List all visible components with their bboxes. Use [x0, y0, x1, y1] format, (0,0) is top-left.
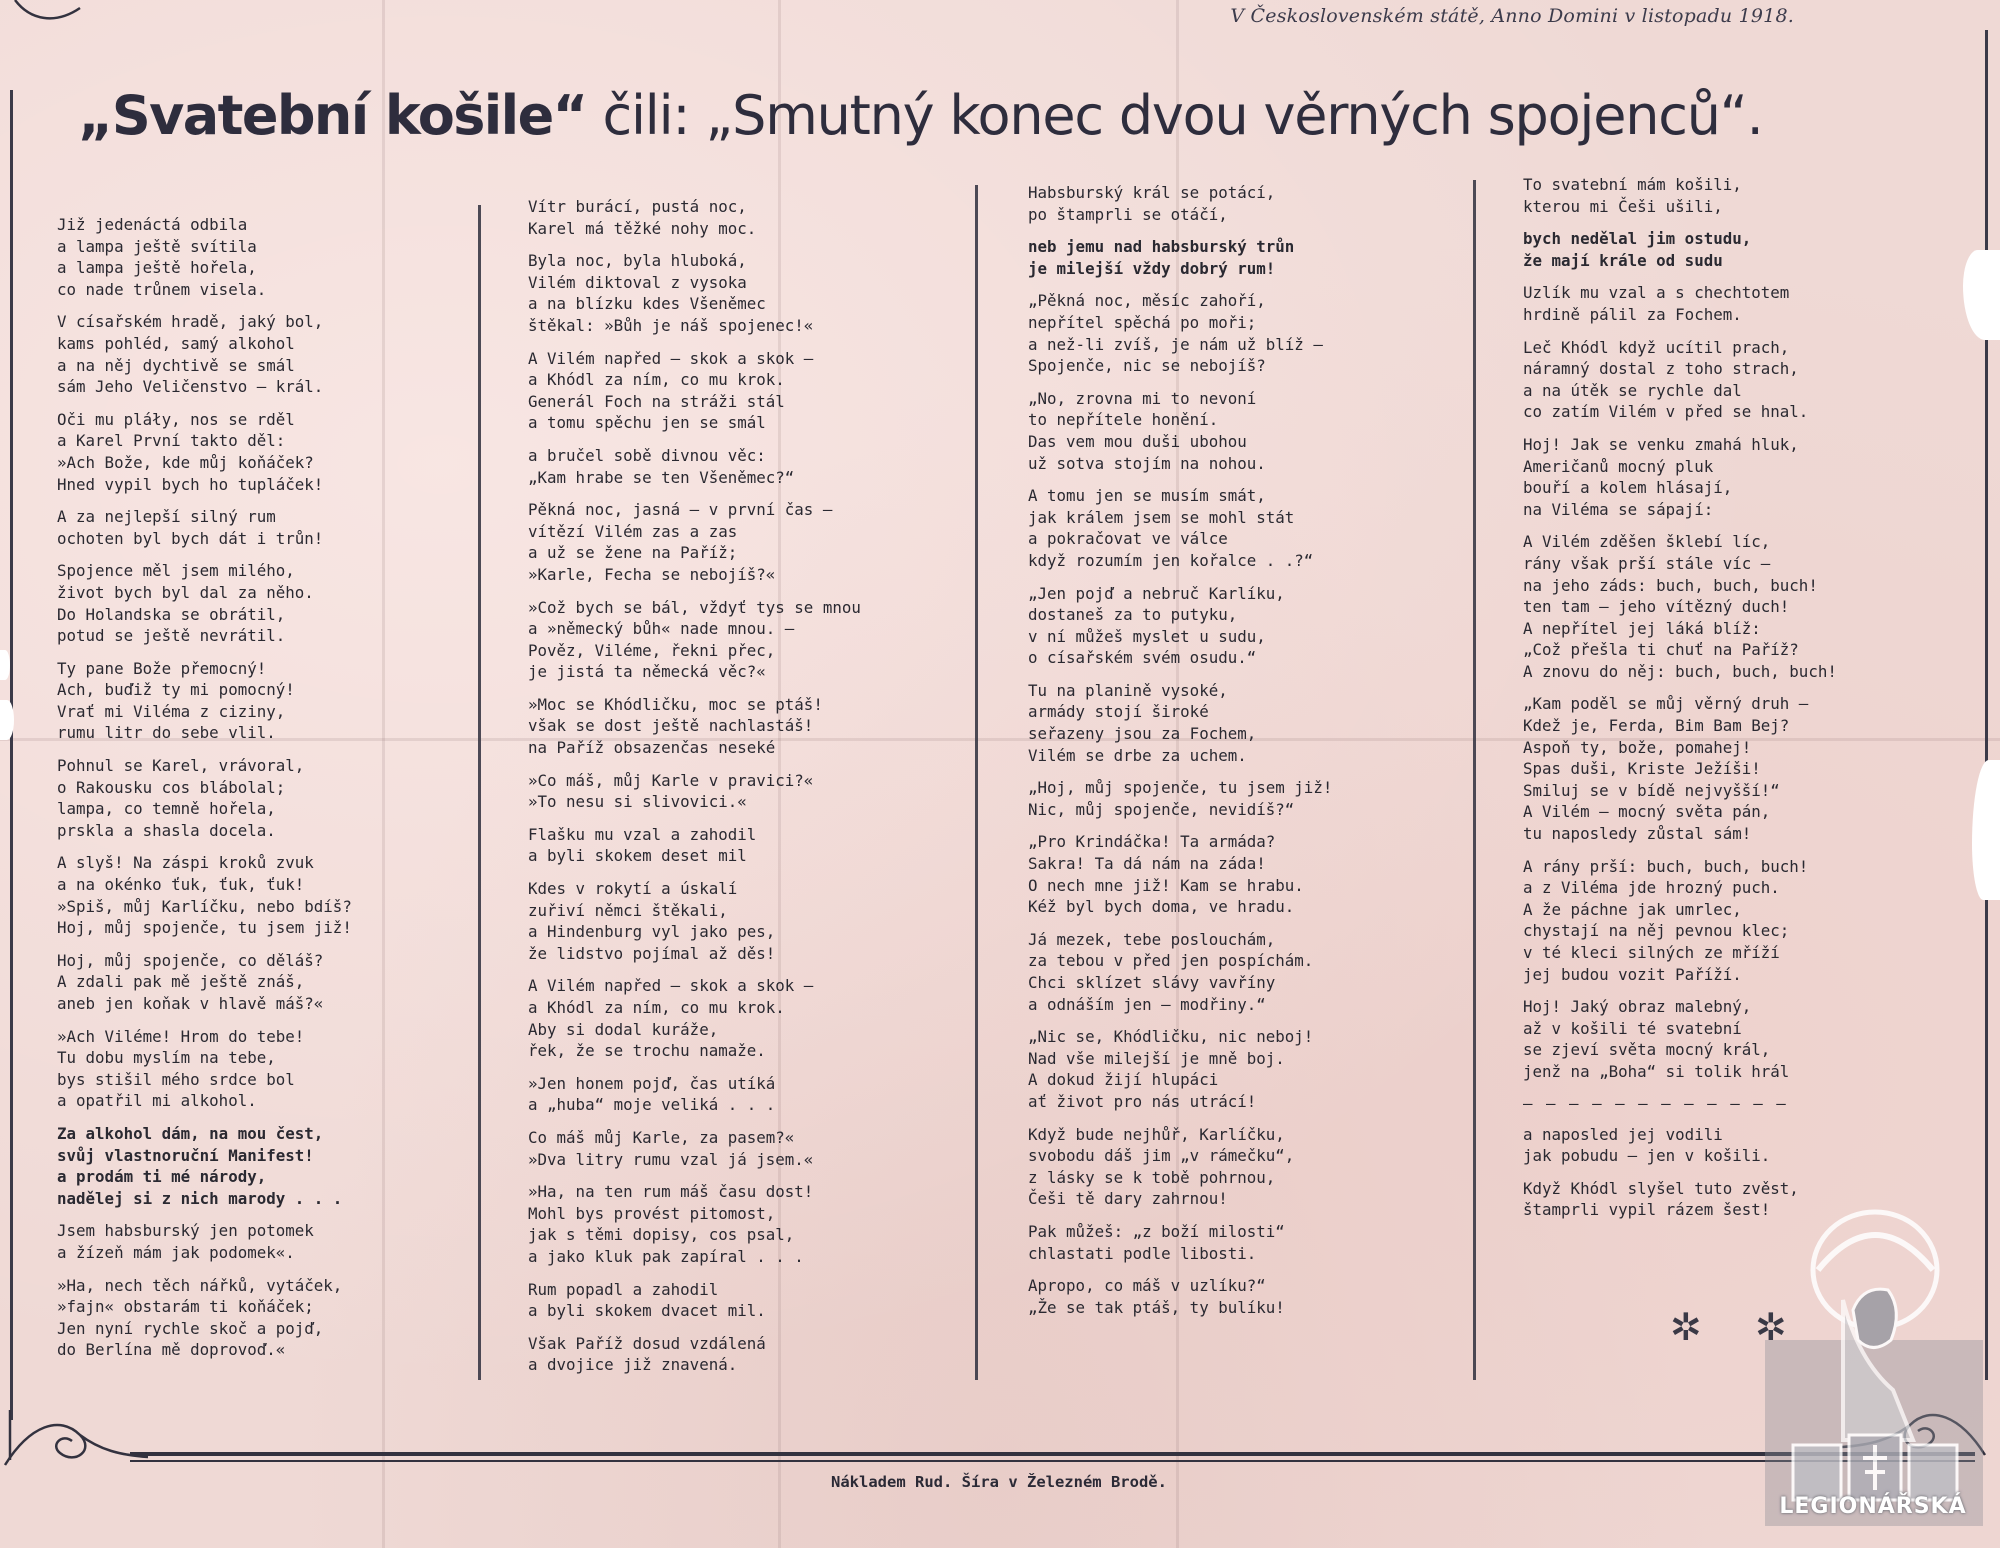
- verse-line: jej budou vozit Paříží.: [1523, 964, 1742, 984]
- verse-line: A tomu jen se musím smát,: [1028, 486, 1266, 506]
- stanza: [57, 214, 467, 300]
- verse-line: A rány prší: buch, buch, buch!: [1523, 856, 1809, 876]
- watermark-label: LEGIONÁŘSKÁ: [1779, 1494, 1967, 1519]
- verse-line: a Karel První takto děl:: [57, 431, 286, 451]
- verse-line: a z Viléma jde hrozný puch.: [1523, 878, 1780, 898]
- verse-line: „Což přešla ti chuť na Paříž?: [1523, 640, 1799, 660]
- verse-line: zuřiví němci štěkali,: [528, 900, 728, 920]
- stanza: [1028, 1026, 1448, 1112]
- verse-line: kams pohléd, samý alkohol: [57, 333, 295, 353]
- verse-line: jak s těmi dopisy, cos psal,: [528, 1225, 795, 1245]
- verse-line: a pokračovat ve válce: [1028, 529, 1228, 549]
- verse-line: seřazeny jsou za Fochem,: [1028, 724, 1257, 744]
- verse-line: »Což bych se bál, vždyť tys se mnou: [528, 597, 861, 617]
- verse-line: »Ha, nech těch nářků, vytáček,: [57, 1275, 343, 1295]
- verse-line: „No, zrovna mi to nevoní: [1028, 388, 1257, 408]
- verse-line: Když bude nejhůř, Karlíčku,: [1028, 1124, 1285, 1144]
- verse-line: „Pro Krindáčka! Ta armáda?: [1028, 832, 1276, 852]
- verse-line: Ach, buďiž ty mi pomocný!: [57, 680, 295, 700]
- column-divider: [478, 205, 481, 1380]
- verse-line: o Rakousku cos blábolal;: [57, 777, 286, 797]
- stanza: [1028, 236, 1448, 279]
- verse-line: Vilém diktoval z vysoka: [528, 272, 747, 292]
- verse-line: Za alkohol dám, na mou čest,: [57, 1123, 324, 1143]
- verse-line: potud se ještě nevrátil.: [57, 626, 286, 646]
- verse-line: a Khódl za ním, co mu krok.: [528, 370, 785, 390]
- poem-column-4: [1523, 174, 1943, 1232]
- stanza: [1028, 182, 1448, 225]
- publisher-text: Nákladem Rud. Šíra v Železném Brodě.: [831, 1473, 1167, 1491]
- verse-line: armády stojí široké: [1028, 702, 1209, 722]
- verse-line: řek, že se trochu namaže.: [528, 1041, 766, 1061]
- verse-line: svůj vlastnoruční Manifest!: [57, 1145, 314, 1165]
- verse-line: neb jemu nad habsburský trůn: [1028, 237, 1295, 257]
- verse-line: štamprli vypil rázem šest!: [1523, 1200, 1771, 1220]
- verse-line: Však Paříž dosud vzdálená: [528, 1333, 766, 1353]
- verse-line: Spojence měl jsem milého,: [57, 561, 295, 581]
- verse-line: A Vilém napřed — skok a skok —: [528, 976, 814, 996]
- verse-line: a bručel sobě divnou věc:: [528, 445, 766, 465]
- verse-line: a Khódl za ním, co mu krok.: [528, 998, 785, 1017]
- stanza: [57, 755, 467, 841]
- stanza: [57, 658, 467, 744]
- verse-line: »Dva litry rumu vzal já jsem.«: [528, 1149, 814, 1169]
- stanza: [528, 1127, 948, 1170]
- verse-line: jenž na „Boha“ si tolik hrál: [1523, 1061, 1790, 1081]
- bottom-rule-thin: [130, 1460, 1975, 1462]
- verse-line: Mohl bys provést pitomost,: [528, 1203, 776, 1223]
- verse-line: štěkal: »Bůh je náš spojenec!«: [528, 315, 814, 335]
- stanza: [1028, 680, 1448, 766]
- bottom-rule: [130, 1452, 1975, 1456]
- stanza: [1028, 929, 1448, 1015]
- stanza: [1523, 856, 1943, 986]
- verse-line: Byla noc, byla hluboká,: [528, 251, 747, 271]
- verse-line: život bych byl dal za něho.: [57, 582, 314, 602]
- verse-line: co nade trůnem visela.: [57, 279, 267, 299]
- verse-line: kterou mi Češi ušili,: [1523, 196, 1723, 216]
- verse-line: »Moc se Khódličku, moc se ptáš!: [528, 694, 823, 714]
- verse-line: na Paříž obsazenčas neseké: [528, 738, 776, 758]
- frame-right-border: [1985, 30, 1988, 1380]
- verse-line: Již jedenáctá odbila: [57, 215, 248, 234]
- verse-line: o císařském svém osudu.“: [1028, 648, 1257, 668]
- stanza: [57, 1026, 467, 1112]
- stanza: [528, 1181, 948, 1267]
- verse-line: se zjeví světa mocný král,: [1523, 1040, 1771, 1060]
- publisher-footer: [0, 1473, 2000, 1491]
- verse-line: rány však prší stále víc —: [1523, 553, 1771, 573]
- title-rest: „Smutný konec dvou věrných spojenců“.: [705, 84, 1763, 147]
- verse-line: a dvojice již znavená.: [528, 1355, 738, 1375]
- verse-line: po štamprli se otáčí,: [1028, 204, 1228, 224]
- stanza: [528, 770, 948, 813]
- verse-line: Chci sklízet slávy vavříny: [1028, 973, 1276, 992]
- verse-line: Jen nyní rychle skoč a pojď,: [57, 1318, 324, 1338]
- stanza: [1523, 531, 1943, 682]
- verse-line: A znovu do něj: buch, buch, buch!: [1523, 661, 1837, 681]
- verse-line: lampa, co temně hořela,: [57, 799, 276, 819]
- stanza: [57, 560, 467, 646]
- verse-line: Generál Foch na stráži stál: [528, 391, 785, 411]
- stanza: [57, 409, 467, 495]
- verse-line: „Že se tak ptáš, ty bulíku!: [1028, 1297, 1285, 1317]
- verse-line: a Hindenburg vyl jako pes,: [528, 922, 776, 942]
- verse-line: Nad vše milejší je mně boj.: [1028, 1048, 1285, 1068]
- verse-line: Kéž byl bych doma, ve hradu.: [1028, 897, 1295, 917]
- verse-line: Kdes v rokytí a úskalí: [528, 879, 738, 899]
- verse-line: a na blízku kdes Všeněmec: [528, 294, 766, 314]
- verse-line: hrdině pálil za Fochem.: [1523, 304, 1742, 324]
- stanza: [1028, 583, 1448, 669]
- stanza: [1028, 1124, 1448, 1210]
- verse-line: „Pěkná noc, měsíc zahoří,: [1028, 291, 1266, 311]
- stanza: [1523, 228, 1943, 271]
- stanza: [1028, 485, 1448, 571]
- column-divider: [975, 185, 978, 1380]
- verse-line: na jeho záds: buch, buch, buch!: [1523, 575, 1818, 595]
- verse-line: chlastati podle libosti.: [1028, 1243, 1257, 1263]
- stanza: [528, 196, 948, 239]
- verse-line: Já mezek, tebe poslouchám,: [1028, 929, 1276, 949]
- verse-line: a „huba“ moje veliká . . .: [528, 1095, 776, 1115]
- verse-line: tu naposledy zůstal sám!: [1523, 824, 1752, 844]
- stanza: [57, 311, 467, 397]
- verse-line: nepřítel spěchá po moři;: [1028, 312, 1257, 332]
- verse-line: Oči mu pláły, nos se rděl: [57, 409, 295, 429]
- stanza: [57, 1220, 467, 1263]
- stanza: [528, 1279, 948, 1322]
- verse-line: Spojenče, nic se nebojíš?: [1028, 356, 1266, 376]
- verse-line: „Kam hrabe se ten Všeněmec?“: [528, 467, 795, 487]
- verse-line: z lásky se k tobě pohrnou,: [1028, 1167, 1276, 1187]
- verse-line: ochoten byl bych dát i trůn!: [57, 528, 324, 548]
- verse-line: však se dost ještě nachlastáš!: [528, 716, 814, 736]
- verse-line: a žízeň mám jak podomek«.: [57, 1242, 295, 1262]
- poem-column-3: [1028, 182, 1448, 1329]
- verse-line: Co máš můj Karle, za pasem?«: [528, 1127, 795, 1147]
- verse-line: a lampa ještě hořela,: [57, 258, 257, 278]
- verse-line: jak králem jsem se mohl stát: [1028, 507, 1295, 527]
- verse-line: Pěkná noc, jasná — v první čas —: [528, 500, 833, 520]
- verse-line: je milejší vždy dobrý rum!: [1028, 258, 1276, 278]
- stanza: [528, 499, 948, 585]
- verse-line: Habsburský král se potácí,: [1028, 183, 1276, 202]
- verse-line: Hoj! Jaký obraz malebný,: [1523, 997, 1752, 1017]
- stanza: [57, 852, 467, 938]
- verse-line: Vítr burácí, pustá noc,: [528, 197, 747, 216]
- verse-line: Nic, můj spojenče, nevidíš?“: [1028, 799, 1295, 819]
- verse-line: a než-li zvíš, je nám už blíž —: [1028, 334, 1323, 354]
- verse-line: a naposled jej vodili: [1523, 1124, 1723, 1144]
- verse-line: Jsem habsburský jen potomek: [57, 1221, 314, 1241]
- verse-line: a byli skokem deset mil: [528, 846, 747, 866]
- verse-line: náramný dostal z toho strach,: [1523, 359, 1799, 379]
- verse-line: Smiluj se v bídě nejvyšší!“: [1523, 780, 1780, 800]
- verse-line: Američanů mocný pluk: [1523, 456, 1714, 476]
- verse-line: co zatím Vilém v před se hnal.: [1523, 402, 1809, 422]
- verse-line: že lidstvo pojímal až děs!: [528, 943, 776, 963]
- stanza: [528, 975, 948, 1061]
- verse-line: chystají na něj pevnou klec;: [1523, 921, 1790, 941]
- stanza: [1523, 282, 1943, 325]
- verse-line: Uzlík mu vzal a s chechtotem: [1523, 283, 1790, 303]
- poem-column-2: [528, 196, 948, 1387]
- verse-line: »fajn« obstarám ti koňáček;: [57, 1297, 314, 1317]
- verse-line: ten tam — jeho vítězný duch!: [1523, 597, 1790, 617]
- stanza: [1028, 777, 1448, 820]
- stanza: [528, 1333, 948, 1376]
- verse-line: Češi tě dary zahrnou!: [1028, 1189, 1228, 1209]
- stanza: [528, 597, 948, 683]
- verse-line: A slyš! Na záspi kroků zvuk: [57, 853, 314, 873]
- verse-line: Vrať mi Viléma z ciziny,: [57, 701, 286, 721]
- verse-line: Das vem mou duši ubohou: [1028, 431, 1247, 451]
- verse-line: »Jen honem pojď, čas utíká: [528, 1073, 776, 1093]
- stanza: [528, 1073, 948, 1116]
- verse-line: „Nic se, Khódličku, nic neboj!: [1028, 1027, 1314, 1047]
- verse-line: svobodu dáš jim „v rámečku“,: [1028, 1146, 1295, 1166]
- stanza: [528, 348, 948, 434]
- verse-line: A zdali pak mě ještě znáš,: [57, 972, 305, 992]
- stanza: [57, 1275, 467, 1361]
- paper-tear: [0, 650, 10, 680]
- verse-line: Ty pane Bože přemocný!: [57, 658, 267, 678]
- legionnaire-emblem-icon: [1763, 1190, 1985, 1528]
- verse-line: A že páchne jak umrlec,: [1523, 899, 1742, 919]
- verse-line: a tomu spěchu jen se smál: [528, 413, 766, 433]
- verse-line: Rum popadl a zahodil: [528, 1279, 719, 1299]
- stanza: [1523, 337, 1943, 423]
- verse-line: a lampa ještě svítila: [57, 236, 257, 256]
- verse-line: jak pobudu — jen v košili.: [1523, 1146, 1771, 1166]
- verse-line: a prodám ti mé národy,: [57, 1167, 267, 1187]
- verse-line: aneb jen koňak v hlavě máš?«: [57, 994, 324, 1013]
- verse-line: bych nedělal jim ostudu,: [1523, 229, 1752, 249]
- stanza: [528, 878, 948, 964]
- stanza: [528, 445, 948, 488]
- verse-line: A Vilém napřed — skok a skok —: [528, 348, 814, 368]
- verse-line: rumu litr do sebe vlil.: [57, 723, 276, 743]
- separator-dashes: — — — — — — — — — — — —: [1523, 1093, 1788, 1113]
- verse-line: na Viléma se sápají:: [1523, 499, 1714, 519]
- verse-line: Aspoň ty, bože, pomahej!: [1523, 737, 1752, 757]
- verse-line: za tebou v před jen pospíchám.: [1028, 951, 1314, 971]
- verse-line: Aby si dodal kuráže,: [528, 1019, 719, 1039]
- verse-line: Hoj! Jak se venku zmahá hluk,: [1523, 434, 1799, 454]
- stanza: [1523, 434, 1943, 520]
- verse-line: V císařském hradě, jaký bol,: [57, 312, 324, 332]
- verse-line: »Ach Bože, kde můj koňáček?: [57, 452, 314, 472]
- verse-line: a už se žene na Paříž;: [528, 543, 738, 563]
- stanza: [1523, 996, 1943, 1082]
- asterisk-ornament-icon: ✲: [1670, 1305, 1702, 1349]
- verse-line: bouří a kolem hlásají,: [1523, 478, 1733, 498]
- title-middle: čili:: [586, 84, 706, 147]
- verse-line: A Vilém zděšen šklebí líc,: [1523, 532, 1771, 552]
- stanza: [528, 824, 948, 867]
- stanza: [57, 950, 467, 1015]
- title-quoted: „Svatební košile“: [78, 84, 587, 147]
- verse-line: když rozumím jen kořalce . .?“: [1028, 550, 1314, 570]
- verse-line: Spas duši, Kriste Ježíši!: [1523, 759, 1761, 779]
- verse-line: Hoj, můj spojenče, tu jsem již!: [57, 918, 352, 938]
- stanza: [1028, 290, 1448, 376]
- verse-line: a opatřil mi alkohol.: [57, 1091, 257, 1111]
- corner-flourish-icon: [0, 1405, 150, 1475]
- verse-line: vítězí Vilém zas a zas: [528, 521, 738, 541]
- verse-line: že mají krále od sudu: [1523, 250, 1723, 270]
- stanza: [1028, 1275, 1448, 1318]
- stanza: [1523, 693, 1943, 844]
- verse-line: Tu na planině vysoké,: [1028, 680, 1228, 700]
- verse-line: A nepřítel jej láká blíž:: [1523, 618, 1761, 638]
- verse-line: dostaneš za to putyku,: [1028, 605, 1238, 625]
- verse-line: O nech mne již! Kam se hrabu.: [1028, 875, 1304, 895]
- poem-column-1: [57, 214, 467, 1372]
- stanza: [528, 250, 948, 336]
- frame-left-border: [10, 90, 13, 1420]
- verse-line: Apropo, co máš v uzlíku?“: [1028, 1276, 1266, 1296]
- verse-line: Tu dobu myslím na tebe,: [57, 1048, 276, 1068]
- page-title: [78, 80, 1978, 152]
- verse-line: A za nejlepší silný rum: [57, 507, 276, 527]
- verse-line: a na okénko ťuk, ťuk, ťuk!: [57, 875, 305, 895]
- stanza: [1028, 388, 1448, 474]
- verse-line: do Berlína mě doprovoď.«: [57, 1340, 286, 1360]
- verse-line: a na útěk se rychle dal: [1523, 380, 1742, 400]
- verse-line: ať život pro nás utrácí!: [1028, 1091, 1257, 1111]
- verse-line: je jistá ta německá věc?«: [528, 662, 766, 682]
- verse-line: Do Holandska se obrátil,: [57, 604, 286, 624]
- verse-line: A dokud žijí hlupáci: [1028, 1070, 1219, 1090]
- verse-line: a »německý bůh« nade mnou. —: [528, 619, 795, 639]
- verse-line: Kdež je, Ferda, Bim Bam Bej?: [1523, 716, 1790, 736]
- verse-line: „Hoj, můj spojenče, tu jsem již!: [1028, 778, 1333, 798]
- verse-line: nadělej si z nich marody . . .: [57, 1188, 343, 1208]
- stanza: [528, 694, 948, 759]
- verse-line: to nepřítele honění.: [1028, 410, 1219, 430]
- stanza: [57, 506, 467, 549]
- verse-line: Pohnul se Karel, vrávoral,: [57, 756, 305, 776]
- verse-line: »Spiš, můj Karlíčku, nebo bdíš?: [57, 896, 352, 916]
- verse-line: Pak můžeš: „z boží milosti“: [1028, 1221, 1285, 1241]
- column-divider: [1473, 180, 1476, 1380]
- verse-line: Hned vypil bych ho tupláček!: [57, 474, 324, 494]
- verse-line: už sotva stojím na nohou.: [1028, 453, 1266, 473]
- stanza: [1028, 831, 1448, 917]
- verse-line: „Kam poděl se můj věrný druh —: [1523, 694, 1809, 714]
- verse-line: a na něj dychtivě se smál: [57, 355, 295, 375]
- stanza: [1523, 1124, 1943, 1167]
- verse-line: A Vilém — mocný světa pán,: [1523, 802, 1771, 822]
- verse-line: To svatební mám košili,: [1523, 175, 1742, 194]
- verse-line: »Karle, Fecha se nebojíš?«: [528, 564, 776, 584]
- verse-line: až v košili té svatební: [1523, 1018, 1742, 1038]
- verse-line: v té kleci silných ze mříží: [1523, 943, 1780, 962]
- stanza: [57, 1123, 467, 1209]
- verse-line: Flašku mu vzal a zahodil: [528, 824, 757, 844]
- verse-line: »Ach Viléme! Hrom do tebe!: [57, 1026, 305, 1046]
- verse-line: v ní můžeš myslet u sudu,: [1028, 626, 1266, 646]
- verse-line: Když Khódl slyšel tuto zvěst,: [1523, 1178, 1799, 1198]
- verse-line: a odnáším jen — modřiny.“: [1028, 994, 1266, 1014]
- verse-line: »Ha, na ten rum máš času dost!: [528, 1182, 814, 1202]
- verse-line: „Jen pojď a nebruč Karlíku,: [1028, 583, 1285, 603]
- verse-line: sám Jeho Veličenstvo — král.: [57, 377, 324, 397]
- dateline: V Československém státě, Anno Domini v listopadu 1918.: [1230, 5, 1794, 27]
- verse-line: »To nesu si slivovici.«: [528, 792, 747, 812]
- verse-line: Hoj, můj spojenče, co děláš?: [57, 950, 324, 970]
- paper-tear: [0, 700, 14, 740]
- verse-line: Karel má těžké nohy moc.: [528, 218, 757, 238]
- stanza: [1523, 174, 1943, 217]
- verse-line: Pověz, Viléme, řekni přec,: [528, 640, 776, 660]
- verse-line: Sakra! Ta dá nám na záda!: [1028, 854, 1266, 874]
- verse-line: bys stišil mého srdce bol: [57, 1069, 295, 1089]
- verse-line: a byli skokem dvacet mil.: [528, 1301, 766, 1321]
- verse-line: Leč Khódl když ucítil prach,: [1523, 337, 1790, 357]
- verse-line: »Co máš, můj Karle v pravici?«: [528, 770, 814, 790]
- corner-flourish-icon: [10, 0, 90, 30]
- asterisk-ornament-icon: ✲: [1755, 1305, 1787, 1349]
- verse-line: prskla a shasla docela.: [57, 820, 276, 840]
- verse-line: Vilém se drbe za uchem.: [1028, 745, 1247, 765]
- verse-line: a jako kluk pak zapíral . . .: [528, 1246, 804, 1266]
- stanza: [1028, 1221, 1448, 1264]
